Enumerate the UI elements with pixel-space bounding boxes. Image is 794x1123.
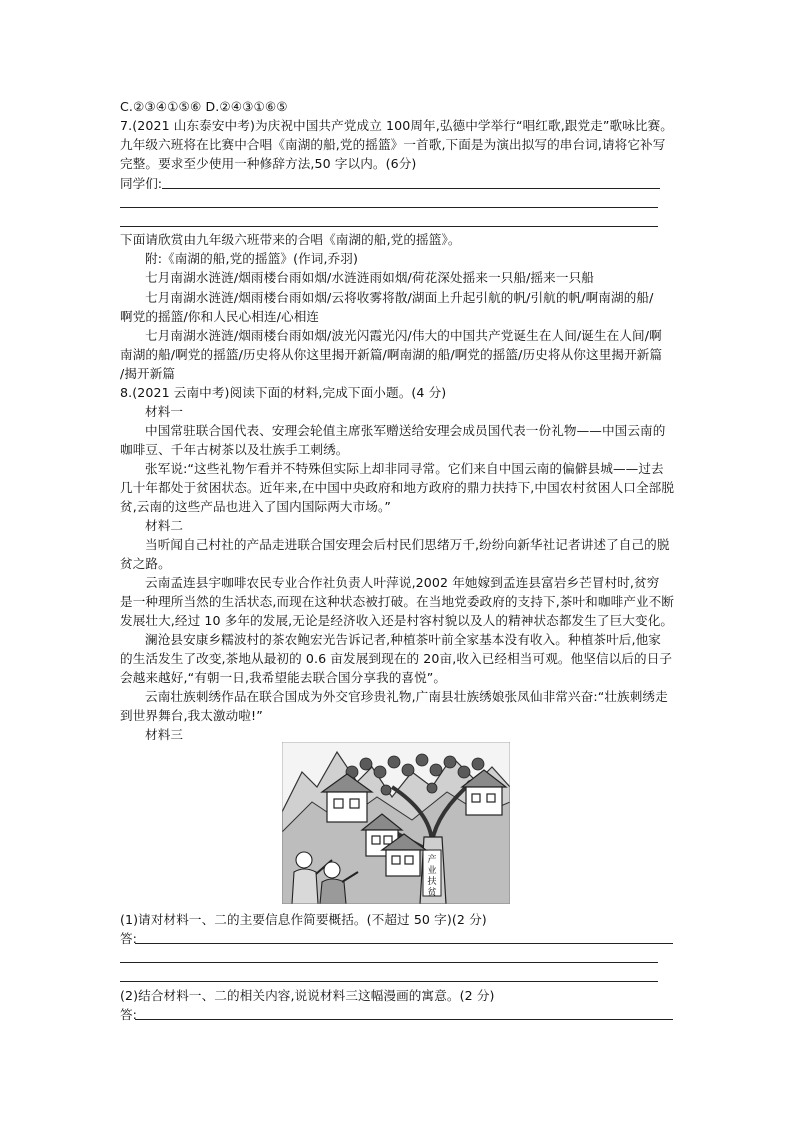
q7-lyric-2b: 啊党的摇篮/你和人民心相连/心相连 xyxy=(120,309,320,324)
q8-sub1: (1)请对材料一、二的主要信息作简要概括。(不超过 50 字)(2 分) xyxy=(120,912,487,927)
q7-prompt: 同学们: xyxy=(120,176,163,191)
q7-stem-line2: 九年级六班将在比赛中合唱《南湖的船,党的摇篮》一首歌,下面是为演出拟写的串台词,请将它补写 xyxy=(120,137,666,152)
q8-m2-p1a: 当听闻自己村社的产品走进联合国安理会后村民们思绪万千,纷纷向新华社记者讲述了自己的脱 xyxy=(145,537,670,552)
q7-lyric-3a: 七月南湖水涟涟/烟雨楼台雨如烟/波光闪霞光闪/伟大的中国共产党诞生在人间/诞生在人间/啊 xyxy=(145,328,662,343)
q8-sub2: (2)结合材料一、二的相关内容,说说材料三这幅漫画的寓意。(2 分) xyxy=(120,988,495,1003)
cartoon-sign-char-4: 贫 xyxy=(427,888,437,898)
poverty-alleviation-cartoon xyxy=(282,742,510,904)
q8-sub1-answer-label: 答: xyxy=(120,931,137,946)
q7-after-text: 下面请欣赏由九年级六班带来的合唱《南湖的船,党的摇篮》。 xyxy=(120,232,461,247)
q8-material3-title: 材料三 xyxy=(145,727,184,742)
q7-lyric-2a: 七月南湖水涟涟/烟雨楼台雨如烟/云将收雾将散/湖面上升起引航的帆/引航的帆/啊南湖的船/ xyxy=(145,290,654,305)
cartoon-sign-char-1: 产 xyxy=(427,855,437,865)
q7-lyric-1: 七月南湖水涟涟/烟雨楼台雨如烟/水涟涟雨如烟/荷花深处摇来一只船/摇来一只船 xyxy=(145,270,594,285)
q8-material1-title: 材料一 xyxy=(145,404,184,419)
q8-m1-p1b: 咖啡豆、千年古树茶以及壮族手工刺绣。 xyxy=(120,442,349,457)
q8-m2-p3c: 会越来越好,“有朝一日,我希望能去联合国分享我的喜悦”。 xyxy=(120,670,447,685)
q7-stem-line1: 7.(2021 山东泰安中考)为庆祝中国共产党成立 100周年,弘德中学举行“唱红歌,跟党走”歌咏比赛。 xyxy=(120,118,673,133)
q8-m2-p3a: 澜沧县安康乡糯波村的茶农鲍宏光告诉记者,种植茶叶前全家基本没有收入。种植茶叶后,他家 xyxy=(145,632,661,647)
q8-m1-p2a: 张军说:“这些礼物乍看并不特殊但实际上却非同寻常。它们来自中国云南的偏僻县城——过去 xyxy=(145,461,664,476)
q7-stem-line3: 完整。要求至少使用一种修辞方法,50 字以内。(6分) xyxy=(120,156,417,171)
q8-m2-p1b: 贫之路。 xyxy=(120,556,171,571)
q6-options: C.②③④①⑤⑥ D.②④③①⑥⑤ xyxy=(120,99,288,114)
cartoon-sign-char-2: 业 xyxy=(427,866,437,876)
q8-m2-p3b: 的生活发生了改变,茶地从最初的 0.6 亩发展到现在的 20亩,收入已经相当可观。他坚信以后的日子 xyxy=(120,651,673,666)
q8-m1-p1a: 中国常驻联合国代表、安理会轮值主席张军赠送给安理会成员国代表一份礼物——中国云南的 xyxy=(145,423,666,438)
q8-m2-p4a: 云南壮族刺绣作品在联合国成为外交官珍贵礼物,广南县壮族绣娘张凤仙非常兴奋:“壮族刺绣走 xyxy=(145,689,668,704)
q8-m2-p2a: 云南孟连县宇咖啡农民专业合作社负责人叶萍说,2002 年她嫁到孟连县富岩乡芒冒村时,贫穷 xyxy=(145,575,660,590)
q7-answer-line-3[interactable] xyxy=(120,226,658,227)
q8-sub2-answer-line-1[interactable] xyxy=(135,1019,673,1020)
q7-lyric-3b: 南湖的船/啊党的摇篮/历史将从你这里揭开新篇/啊南湖的船/啊党的摇篮/历史将从你这里揭开新篇 xyxy=(120,347,663,362)
q8-m1-p2b: 几十年都处于贫困状态。近年来,在中国中央政府和地方政府的鼎力扶持下,中国农村贫困人口全部脱 xyxy=(120,480,675,495)
q7-answer-line-2[interactable] xyxy=(120,207,658,208)
q8-m2-p4b: 到世界舞台,我太激动啦!” xyxy=(120,708,263,723)
q8-material2-title: 材料二 xyxy=(145,518,184,533)
q8-sub1-answer-line-1[interactable] xyxy=(135,943,673,944)
q7-appendix: 附:《南湖的船,党的摇篮》(作词,乔羽) xyxy=(145,251,358,266)
cartoon-sign-char-3: 扶 xyxy=(427,877,437,887)
q8-m2-p2b: 是一种理所当然的生活状态,而现在这种状态被打破。在当地党委政府的支持下,茶叶和咖啡产业不断 xyxy=(120,594,675,609)
q8-sub1-answer-line-3[interactable] xyxy=(120,981,658,982)
q7-answer-line-1[interactable] xyxy=(162,188,660,189)
q8-m1-p2c: 贫,云南的这些产品也进入了国内国际两大市场。” xyxy=(120,499,391,514)
q7-lyric-3c: /揭开新篇 xyxy=(120,366,176,381)
q8-m2-p2c: 发展壮大,经过 10 多年的发展,无论是经济收入还是村容村貌以及人的精神状态都发生了巨大变化。 xyxy=(120,613,674,628)
q8-sub1-answer-line-2[interactable] xyxy=(120,962,658,963)
q8-sub2-answer-label: 答: xyxy=(120,1007,137,1022)
q8-title: 8.(2021 云南中考)阅读下面的材料,完成下面小题。(4 分) xyxy=(120,385,447,400)
